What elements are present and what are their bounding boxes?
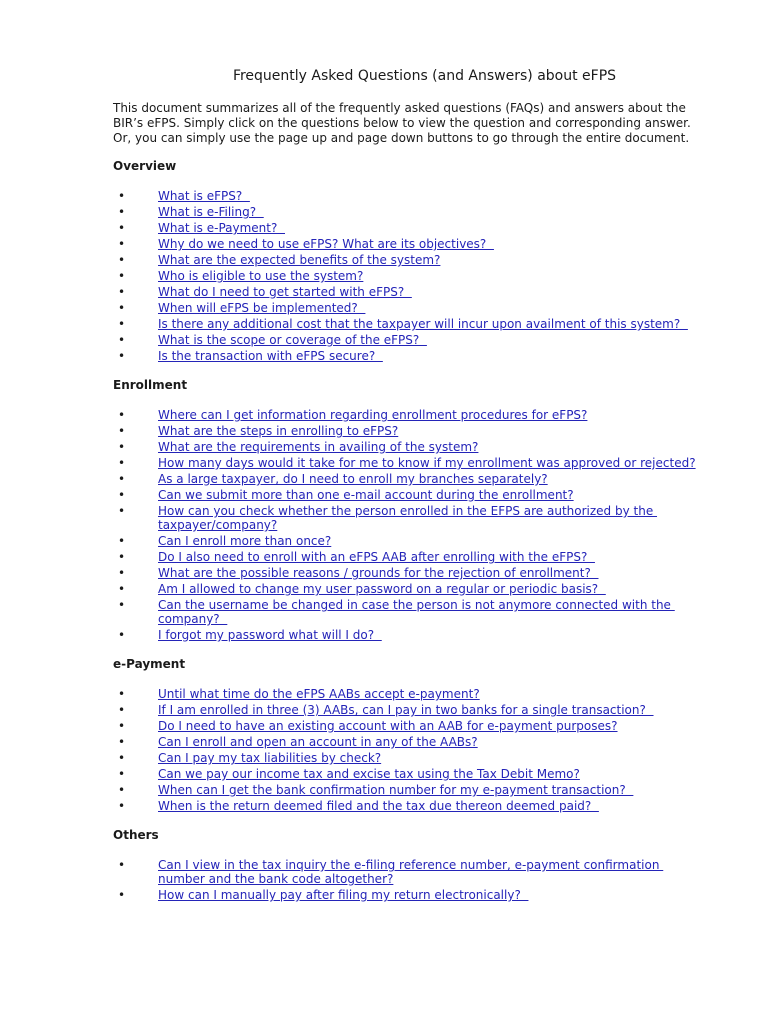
intro-line: Or, you can simply use the page up and page down buttons to go through the entire document. (113, 131, 690, 145)
faq-question-link[interactable]: Is there any additional cost that the taxpayer will incur upon availment of this system? (158, 317, 688, 331)
faq-question-link[interactable]: What is e-Filing? (158, 205, 264, 219)
faq-question-link[interactable]: When will eFPS be implemented? (158, 301, 366, 315)
faq-question-link[interactable]: What are the possible reasons / grounds for the rejection of enrollment? (158, 566, 599, 580)
section-heading-epayment: e-Payment (113, 657, 186, 671)
faq-list-item (113, 285, 728, 299)
faq-list-item (113, 408, 728, 422)
faq-list-item (113, 349, 728, 363)
faq-list-item (113, 598, 728, 626)
faq-list-item (113, 735, 728, 749)
bullet-icon: • (118, 767, 126, 781)
faq-list-item (113, 504, 728, 532)
faq-question-link[interactable]: Can I view in the tax inquiry the e-filing reference number, e-payment confirmation number and the bank code altogether? (158, 858, 660, 886)
bullet-icon: • (118, 783, 126, 797)
faq-question-link[interactable]: Can the username be changed in case the person is not anymore connected with the company? (158, 598, 671, 626)
faq-question-link[interactable]: Who is eligible to use the system? (158, 269, 364, 283)
bullet-icon: • (118, 504, 126, 518)
faq-question-link[interactable]: As a large taxpayer, do I need to enroll my branches separately? (158, 472, 548, 486)
bullet-icon: • (118, 628, 126, 642)
bullet-icon: • (118, 285, 126, 299)
bullet-icon: • (118, 858, 126, 872)
faq-question-link[interactable]: Can we submit more than one e-mail account during the enrollment? (158, 488, 574, 502)
faq-list-item (113, 237, 728, 251)
faq-question-link[interactable]: When can I get the bank confirmation number for my e-payment transaction? (158, 783, 634, 797)
bullet-icon: • (118, 317, 126, 331)
faq-question-link[interactable]: What are the expected benefits of the system? (158, 253, 441, 267)
intro-line: This document summarizes all of the frequently asked questions (FAQs) and answers about the (113, 101, 686, 115)
faq-question-link[interactable]: I forgot my password what will I do? (158, 628, 382, 642)
faq-list-item (113, 456, 728, 470)
intro-line: BIR’s eFPS. Simply click on the questions below to view the question and corresponding answer. (113, 116, 691, 130)
faq-question-link[interactable]: How can I manually pay after filing my return electronically? (158, 888, 529, 902)
bullet-icon: • (118, 687, 126, 701)
bullet-icon: • (118, 534, 126, 548)
bullet-icon: • (118, 751, 126, 765)
faq-question-link[interactable]: Am I allowed to change my user password on a regular or periodic basis? (158, 582, 606, 596)
bullet-icon: • (118, 703, 126, 717)
bullet-icon: • (118, 582, 126, 596)
faq-list-item (113, 582, 728, 596)
faq-list-item (113, 424, 728, 438)
faq-list-item (113, 534, 728, 548)
faq-question-link[interactable]: Is the transaction with eFPS secure? (158, 349, 383, 363)
others-question-list (113, 858, 728, 902)
section-heading-enrollment: Enrollment (113, 378, 188, 392)
bullet-icon: • (118, 205, 126, 219)
faq-list-item (113, 767, 728, 781)
faq-question-link[interactable]: If I am enrolled in three (3) AABs, can I pay in two banks for a single transaction? (158, 703, 654, 717)
faq-question-link[interactable]: How can you check whether the person enrolled in the EFPS are authorized by the taxpayer/company? (158, 504, 654, 532)
faq-question-link[interactable]: Can we pay our income tax and excise tax using the Tax Debit Memo? (158, 767, 580, 781)
bullet-icon: • (118, 269, 126, 283)
bullet-icon: • (118, 349, 126, 363)
faq-list-item (113, 301, 728, 315)
faq-question-link[interactable]: Where can I get information regarding enrollment procedures for eFPS? (158, 408, 588, 422)
bullet-icon: • (118, 221, 126, 235)
bullet-icon: • (118, 566, 126, 580)
bullet-icon: • (118, 456, 126, 470)
bullet-icon: • (118, 488, 126, 502)
faq-list-item (113, 687, 728, 701)
faq-list-item (113, 205, 728, 219)
bullet-icon: • (118, 888, 126, 902)
faq-list-item (113, 703, 728, 717)
faq-question-link[interactable]: What are the steps in enrolling to eFPS? (158, 424, 399, 438)
faq-list-item (113, 221, 728, 235)
bullet-icon: • (118, 237, 126, 251)
faq-list-item (113, 253, 728, 267)
faq-question-link[interactable]: What are the requirements in availing of the system? (158, 440, 479, 454)
enrollment-question-list (113, 408, 728, 642)
bullet-icon: • (118, 189, 126, 203)
overview-question-list (113, 189, 728, 363)
faq-list-item (113, 751, 728, 765)
faq-question-link[interactable]: Can I pay my tax liabilities by check? (158, 751, 382, 765)
epayment-question-list (113, 687, 728, 813)
faq-list-item (113, 440, 728, 454)
faq-document (113, 68, 728, 917)
bullet-icon: • (118, 598, 126, 612)
faq-question-link[interactable]: What do I need to get started with eFPS? (158, 285, 412, 299)
bullet-icon: • (118, 550, 126, 564)
bullet-icon: • (118, 408, 126, 422)
bullet-icon: • (118, 735, 126, 749)
faq-question-link[interactable]: How many days would it take for me to know if my enrollment was approved or rejected? (158, 456, 696, 470)
bullet-icon: • (118, 333, 126, 347)
bullet-icon: • (118, 472, 126, 486)
faq-question-link[interactable]: Can I enroll and open an account in any of the AABs? (158, 735, 478, 749)
faq-question-link[interactable]: What is the scope or coverage of the eFPS? (158, 333, 427, 347)
faq-list-item (113, 858, 728, 886)
intro-paragraph (113, 101, 728, 146)
bullet-icon: • (118, 440, 126, 454)
faq-list-item (113, 317, 728, 331)
faq-question-link[interactable]: When is the return deemed filed and the tax due thereon deemed paid? (158, 799, 599, 813)
bullet-icon: • (118, 719, 126, 733)
bullet-icon: • (118, 424, 126, 438)
faq-list-item (113, 888, 728, 902)
faq-list-item (113, 269, 728, 283)
faq-question-link[interactable]: What is eFPS? (158, 189, 250, 203)
section-heading-others: Others (113, 828, 159, 842)
faq-list-item (113, 628, 728, 642)
section-heading-overview: Overview (113, 159, 177, 173)
faq-question-link[interactable]: Until what time do the eFPS AABs accept e-payment? (158, 687, 480, 701)
faq-question-link[interactable]: What is e-Payment? (158, 221, 285, 235)
faq-list-item (113, 550, 728, 564)
faq-list-item (113, 799, 728, 813)
faq-list-item (113, 783, 728, 797)
faq-list-item (113, 472, 728, 486)
faq-list-item (113, 488, 728, 502)
bullet-icon: • (118, 253, 126, 267)
faq-question-link[interactable]: Can I enroll more than once? (158, 534, 332, 548)
faq-list-item (113, 333, 728, 347)
faq-question-link[interactable]: Do I need to have an existing account with an AAB for e-payment purposes? (158, 719, 618, 733)
faq-question-link[interactable]: Why do we need to use eFPS? What are its objectives? (158, 237, 494, 251)
document-title: Frequently Asked Questions (and Answers) about eFPS (232, 68, 617, 84)
bullet-icon: • (118, 301, 126, 315)
faq-list-item (113, 719, 728, 733)
faq-question-link[interactable]: Do I also need to enroll with an eFPS AAB after enrolling with the eFPS? (158, 550, 595, 564)
faq-list-item (113, 189, 728, 203)
bullet-icon: • (118, 799, 126, 813)
faq-list-item (113, 566, 728, 580)
